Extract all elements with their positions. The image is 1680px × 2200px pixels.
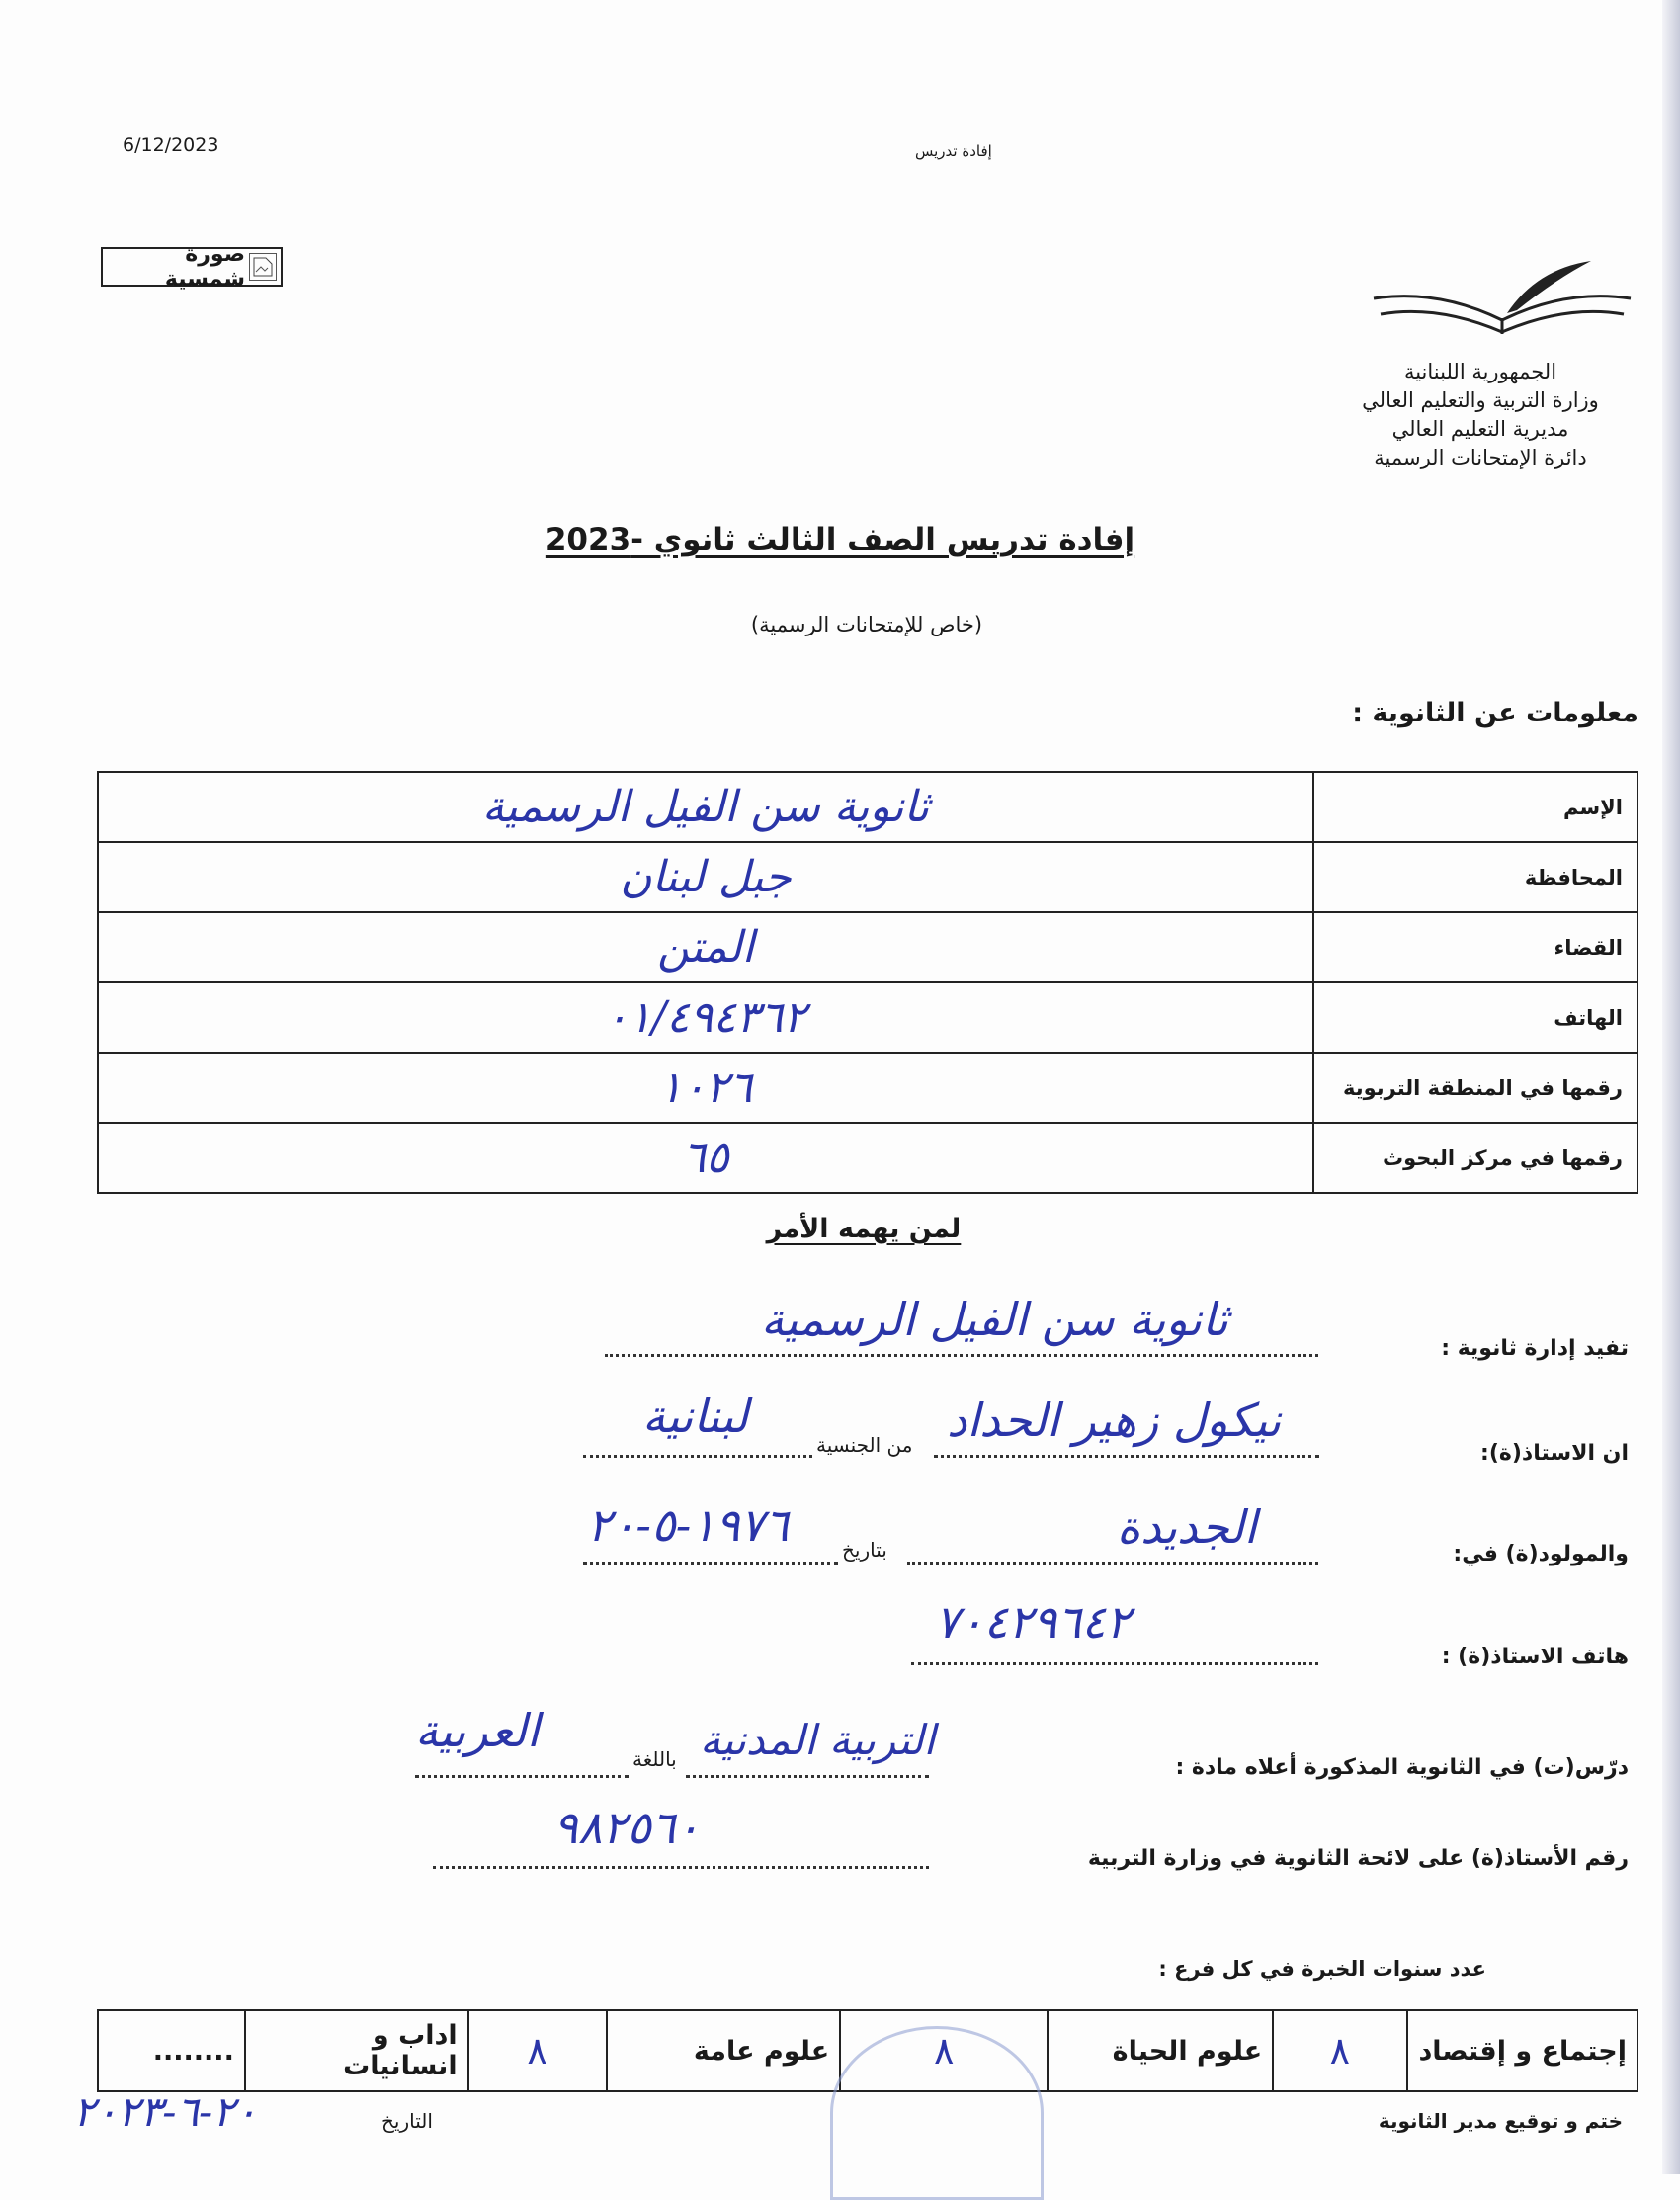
letterhead-line: مديرية التعليم العالي — [1391, 417, 1569, 441]
table-row — [98, 982, 1638, 1053]
school-admin-label: تفيد إدارة ثانوية : — [1441, 1336, 1629, 1361]
school-name-label: الإسم — [1313, 772, 1638, 842]
broken-image-icon — [249, 253, 277, 281]
footer-date-value: ٢٠-٦-٢٠٢٣ — [73, 2087, 258, 2136]
letterhead-line: الجمهورية اللبنانية — [1403, 360, 1557, 383]
school-name-value: ثانوية سن الفيل الرسمية — [98, 772, 1313, 842]
zone-number-value: ١٠٢٦ — [98, 1053, 1313, 1123]
nationality-value: لبنانية — [642, 1390, 749, 1443]
ministry-number-value: ٩٨٢٥٦٠ — [553, 1801, 701, 1854]
subject-label: درّس(ت) في الثانوية المذكورة أعلاه مادة : — [1175, 1755, 1629, 1780]
table-row — [98, 1053, 1638, 1123]
table-row — [98, 842, 1638, 912]
ministry-number-label: رقم الأستاذ(ة) على لائحة الثانوية في وزارة التربية — [1087, 1846, 1629, 1871]
teacher-phone-value: ٧٠٤٢٩٦٤٢ — [935, 1595, 1131, 1649]
experience-years-sociology-economics: ٨ — [1273, 2010, 1406, 2091]
experience-years-life-sciences: ٨ — [840, 2010, 1048, 2091]
experience-years-humanities: ........ — [98, 2010, 245, 2091]
teacher-phone-label: هاتف الاستاذ(ة) : — [1441, 1645, 1629, 1669]
phone-value: ٠١/٤٩٤٣٦٢ — [98, 982, 1313, 1053]
document-subtitle: (خاص للإمتحانات الرسمية) — [750, 613, 983, 636]
born-place-value: الجديدة — [1117, 1500, 1257, 1554]
born-date-label: بتاريخ — [842, 1538, 887, 1562]
to-whom-heading: لمن يهمه الأمر — [766, 1214, 962, 1244]
experience-branch-general-sciences: علوم عامة — [607, 2010, 841, 2091]
letterhead-line: دائرة الإمتحانات الرسمية — [1374, 446, 1587, 469]
section-heading-school-info: معلومات عن الثانوية : — [1352, 698, 1638, 728]
governorate-label: المحافظة — [1313, 842, 1638, 912]
research-center-number-value: ٦٥ — [98, 1123, 1313, 1193]
table-row — [98, 912, 1638, 982]
school-admin-value: ثانوية سن الفيل الرسمية — [761, 1293, 1228, 1346]
school-info-table — [97, 771, 1638, 1194]
print-date: 6/12/2023 — [123, 134, 219, 156]
born-label: والمولود(ة) في: — [1453, 1542, 1629, 1566]
subject-value: التربية المدنية — [700, 1716, 936, 1764]
zone-number-label: رقمها في المنطقة التربوية — [1313, 1053, 1638, 1123]
district-label: القضاء — [1313, 912, 1638, 982]
research-center-number-label: رقمها في مركز البحوث — [1313, 1123, 1638, 1193]
nationality-label: من الجنسية — [816, 1433, 913, 1457]
experience-branch-sociology-economics: إجتماع و إقتصاد — [1407, 2010, 1638, 2091]
scan-edge — [1662, 0, 1680, 2174]
district-value: المتن — [98, 912, 1313, 982]
document-title — [0, 522, 1680, 557]
language-label: باللغة — [632, 1747, 677, 1771]
photo-box — [101, 242, 283, 292]
experience-branch-life-sciences: علوم الحياة — [1048, 2010, 1273, 2091]
teacher-value: نيكول زهير الحداد — [947, 1394, 1282, 1447]
letterhead-line: وزارة التربية والتعليم العالي — [1362, 388, 1599, 412]
experience-branch-humanities: اداب و انسانيات — [245, 2010, 468, 2091]
principal-stamp-label: ختم و توقيع مدير الثانوية — [1378, 2109, 1623, 2133]
language-value: العربية — [415, 1704, 540, 1757]
table-row — [98, 1123, 1638, 1193]
footer-date-label: التاريخ — [381, 2109, 433, 2133]
governorate-value: جبل لبنان — [98, 842, 1313, 912]
letterhead — [1322, 358, 1638, 472]
book-quill-logo-icon — [1369, 259, 1636, 353]
document-title-year: 2023 — [545, 522, 631, 557]
teacher-label: ان الاستاذ(ة): — [1480, 1441, 1629, 1466]
experience-years-general-sciences: ٨ — [468, 2010, 607, 2091]
born-date-value: ١٩٧٦-٥-٢٠ — [587, 1498, 790, 1552]
print-header-title: إفادة تدريس — [915, 142, 992, 160]
document-title-text: إفادة تدريس الصف الثالث ثانوي - — [630, 522, 1135, 557]
experience-label: عدد سنوات الخبرة في كل فرع : — [1158, 1957, 1486, 1981]
photo-label: صورة شمسية — [164, 242, 245, 292]
table-row — [98, 772, 1638, 842]
phone-label: الهاتف — [1313, 982, 1638, 1053]
